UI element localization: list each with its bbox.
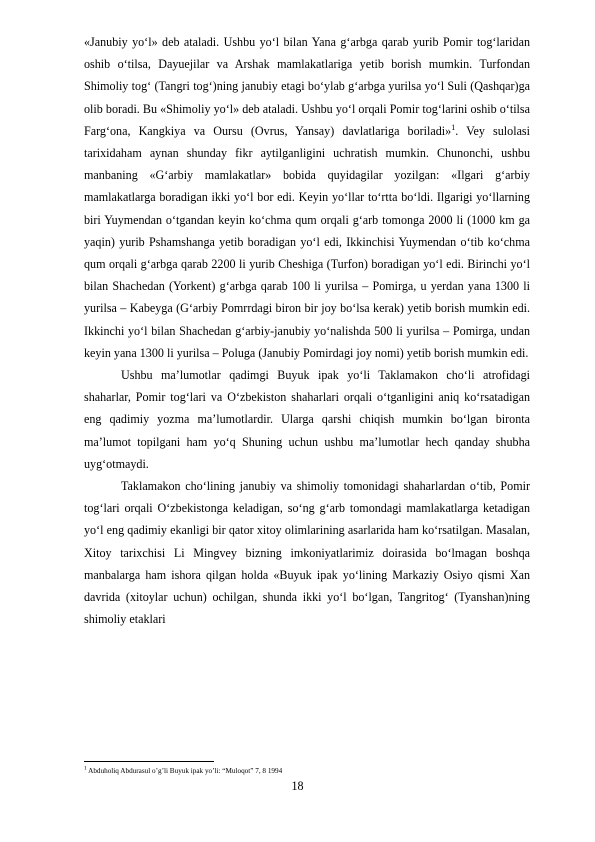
paragraph-1-text-part-1: «Janubiy yo‘l» deb ataladi. Ushbu yo‘l bilan Yana g‘arbga qarab yurib Pomir tog‘laridan oshib o‘tilsa, Dayuejilar va Arshak mamlakatlariga yetib borish mumkin. Turfondan Shimoliy tog‘ (Tangri tog‘)ning janubiy etagi bo‘ylab g‘arbga yurilsa yo‘l Suli (Qashqar)ga olib boradi. Bu «Shimoliy yo‘l» deb ataladi. Ushbu yo‘l orqali Pomir tog‘larini oshib o‘tilsa Farg‘ona, Kangkiya va Oursu (Ovrus, Yansay) davlatlariga boriladi» bbox=[84, 35, 530, 138]
paragraph-1-text-part-2: . Vey sulolasi tarixidaham aynan shunday fikr aytilganligini uchratish mumkin. Chunonchi, ushbu manbaning «G‘arbiy mamlakatlar» bobida quyidagilar yozilgan: «Ilgari g‘arbiy mamlakatlarga boradigan ikki yo‘l bor edi. Keyin yo‘llar to‘rtta bo‘ldi. Ilgarigi yo‘llarning biri Yuymendan o‘tgandan keyin ko‘chma qum orqali g‘arb tomonga 2000 li (1000 km ga yaqin) yurib Pshamshanga yetib boradigan yo‘l edi, Ikkinchisi Yuymendan o‘tib ko‘chma qum orqali g‘arbga qarab 2200 li yurib Cheshiga (Turfon) boradigan yo‘l edi. Birinchi yo‘l bilan Shachedan (Yorkent) g‘arbga qarab 100 li yurilsa – Pomirga, u yerdan yana 1300 li yurilsa – Kabeyga (G‘arbiy Pomrrdagi biron bir joy bo‘lsa kerak) yetib borish mumkin edi. Ikkinchi yo‘l bilan Shachedan g‘arbiy-janubiy yo‘nalishda 500 li yurilsa – Pomirga, undan keyin yana 1300 li yurilsa – Poluga (Janubiy Pomirdagi joy nomi) yetib borish mumkin edi. bbox=[84, 123, 531, 360]
paragraph-2: Ushbu ma’lumotlar qadimgi Buyuk ipak yo‘li Taklamakon cho‘li atrofidagi shaharlar, Pomir tog‘lari va O‘zbekiston shaharlari orqali o‘tganligini aniq ko‘rsatadigan eng qadimiy yozma ma’lumotlardir. Ularga qarshi chiqish mumkin bo‘lgan bironta ma’lumot topilgani ham yo‘q Shuning uchun ushbu ma’lumotlar hech qanday shubha uyg‘otmaydi. bbox=[84, 368, 530, 471]
footnote-text: Abduholiq Abdurasul o’g’li Buyuk ipak yo’li: “Muloqot” 7, 8 1994 bbox=[86, 767, 283, 775]
footnote-reference[interactable]: 1 bbox=[451, 122, 456, 132]
paragraph-3: Taklamakon cho‘lining janubiy va shimoliy tomonidagi shaharlardan o‘tib, Pomir tog‘lari orqali O‘zbekistonga keladigan, so‘ng g‘arb tomondagi mamlakatlarga ketadigan yo‘l eng qadimiy ekanligi bir qator xitoy olimlarining asarlarida ham ko‘rsatilgan. Masalan, Xitoy tarixchisi Li Mingvey bizning imkoniyatlarimiz doirasida bo‘lmagan boshqa manbalarga ham ishora qilgan holda «Buyuk ipak yo‘lining Markaziy Osiyo qismi Xan davrida (xitoylar uchun) ochilgan, shunda ikki yo‘l bo‘lgan, Tangritog‘ (Tyanshan)ning shimoliy etaklari bbox=[84, 479, 530, 627]
footnote-divider bbox=[84, 761, 214, 762]
page-number: 18 bbox=[291, 779, 304, 793]
paragraph-1 bbox=[84, 31, 530, 364]
body-text bbox=[84, 31, 530, 630]
footnote-number: 1 bbox=[84, 765, 87, 772]
footnote bbox=[84, 766, 530, 776]
